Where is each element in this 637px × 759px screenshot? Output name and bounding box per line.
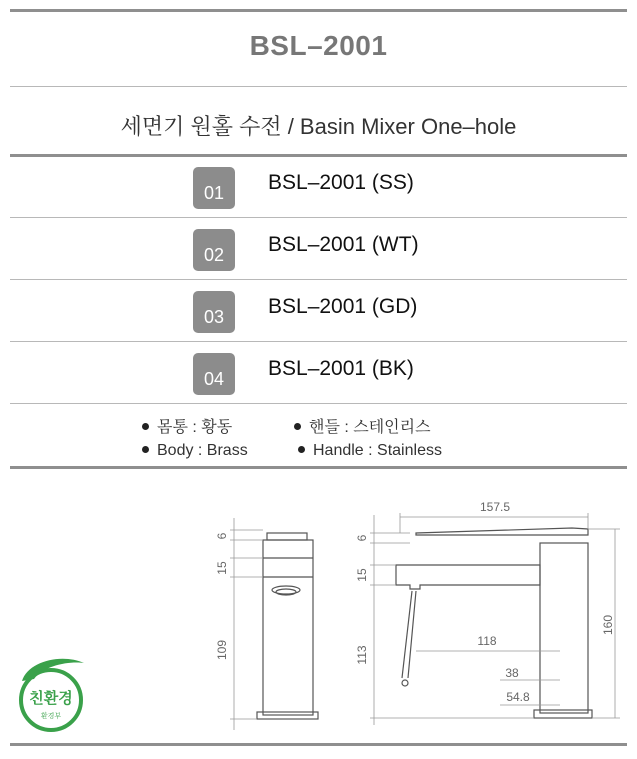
spec-handle-kr: 핸들 : 스테인리스: [294, 414, 431, 437]
eco-logo-title: 친환경: [29, 690, 73, 707]
side-dim-lower: 113: [355, 645, 369, 665]
side-base: [534, 710, 592, 718]
bullet-icon: [298, 446, 305, 453]
row-divider: [10, 403, 627, 404]
variant-model: BSL–2001 (GD): [268, 295, 418, 318]
variant-row-04: [0, 343, 637, 405]
side-dim-spout: 118: [477, 634, 497, 648]
variant-row-01: [0, 157, 637, 219]
variant-number-badge: 03: [193, 291, 235, 333]
variant-number-badge: 01: [193, 167, 235, 209]
variant-number-badge: 02: [193, 229, 235, 271]
side-dim-width: 157.5: [479, 500, 511, 514]
side-dim-mid: 15: [355, 568, 369, 582]
variant-model: BSL–2001 (WT): [268, 233, 419, 256]
front-handle: [267, 533, 307, 540]
row-divider: [10, 279, 627, 280]
variant-model: BSL–2001 (SS): [268, 171, 414, 194]
top-divider: [10, 9, 627, 12]
spec-body-kr: 몸통 : 황동: [142, 414, 232, 437]
title-divider: [10, 86, 627, 87]
front-body: [263, 540, 313, 715]
variant-model: BSL–2001 (BK): [268, 357, 414, 380]
side-view-drawing: [350, 495, 625, 730]
side-handle: [416, 528, 588, 535]
row-divider: [10, 341, 627, 342]
front-dim-15: 15: [215, 561, 229, 575]
variant-number-badge: 04: [193, 353, 235, 395]
row-divider: [10, 217, 627, 218]
side-body: [540, 543, 588, 713]
variant-row-02: [0, 219, 637, 281]
side-dim-top: 6: [355, 534, 369, 542]
front-view-drawing: [210, 500, 330, 730]
spec-body-en: Body : Brass: [142, 442, 248, 460]
specs-divider: [10, 466, 627, 469]
eco-logo-sub: 환경부: [40, 713, 62, 720]
spec-handle-en: Handle : Stainless: [298, 442, 442, 460]
front-dim-6: 6: [215, 532, 229, 540]
eco-certification-logo: [14, 655, 88, 735]
product-subtitle: 세면기 원홀 수전 / Basin Mixer One–hole: [120, 114, 517, 139]
front-dim-109: 109: [215, 639, 229, 661]
side-spout: [396, 565, 540, 589]
bullet-icon: [142, 446, 149, 453]
bullet-icon: [142, 423, 149, 430]
variant-row-03: [0, 281, 637, 343]
product-title: BSL–2001: [249, 30, 388, 61]
side-dim-height: 160: [601, 614, 615, 636]
bullet-icon: [294, 423, 301, 430]
bottom-divider: [10, 743, 627, 746]
side-dim-54-8: 54.8: [506, 690, 530, 704]
side-dim-38: 38: [505, 666, 519, 680]
